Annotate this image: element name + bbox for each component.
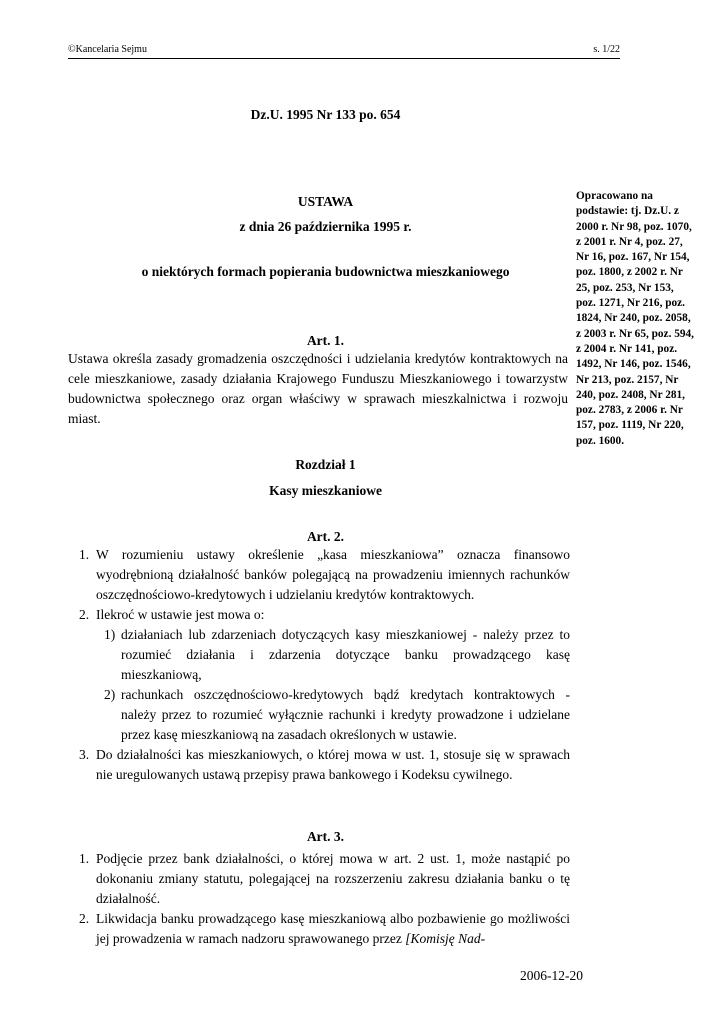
paragraph-text: Ilekroć w ustawie jest mowa o: (96, 607, 265, 622)
art2-paragraph-3 (79, 745, 570, 785)
page-header (68, 44, 620, 59)
publisher-label: ©Kancelaria Sejmu (68, 44, 147, 55)
side-note: Opracowano na podstawie: tj. Dz.U. z 2000 r. Nr 98, poz. 1070, z 2001 r. Nr 4, poz. 27, Nr 16, poz. 167, Nr 154, poz. 1800, z 2002 r. Nr 25, poz. 253, Nr 153, poz. 1271, Nr 216, poz. 1824, Nr 240, poz. 2058, z 2003 r. Nr 65, poz. 594, z 2004 r. Nr 141, poz. 1492, Nr 146, poz. 1546, Nr 213, poz. 2157, Nr 240, poz. 2408, Nr 281, poz. 2783, z 2006 r. Nr 157, poz. 1119, Nr 220, poz. 1600. (576, 190, 694, 447)
point-number: 1) (104, 627, 116, 642)
paragraph-text: Do działalności kas mieszkaniowych, o której mowa w ust. 1, stosuje się w sprawach nie uregulowanych ustawą przepisy prawa bankowego i Kodeksu cywilnego. (96, 747, 570, 782)
art1-text: Ustawa określa zasady gromadzenia oszczędności i udzielania kredytów kontraktowych na cele mieszkaniowe, zasady działania Krajowego Funduszu Mieszkaniowego i towarzystw budownictwa społecznego oraz organ właściwy w sprawach mieszkalnictwa i rozwoju miast. (68, 351, 568, 426)
paragraph-text: W rozumieniu ustawy określenie „kasa mieszkaniowa” oznacza finansowo wyodrębnioną działalność banków polegającą na prowadzeniu imiennych rachunków oszczędnościowo-kredytowych i udzielaniu kredytów kontraktowych. (96, 547, 570, 602)
art2-paragraph-2 (79, 605, 570, 625)
paragraph-number: 2. (79, 607, 90, 622)
chapter-title: Kasy mieszkaniowe (269, 483, 382, 498)
journal-reference: Dz.U. 1995 Nr 133 po. 654 (250, 107, 401, 122)
act-title: o niektórych formach popierania budownictwa mieszkaniowego (141, 264, 510, 279)
paragraph-text: Podjęcie przez bank działalności, o której mowa w art. 2 ust. 1, może nastąpić po dokonaniu zmiany statutu, polegającej na rozszerzeniu zakresu działania banku o tę działalność. (96, 851, 570, 906)
art3-paragraph-2 (79, 909, 570, 949)
point-text: działaniach lub zdarzeniach dotyczących kasy mieszkaniowej - należy przez to rozumieć działania i zdarzenia dotyczące banku prowadzącego kasę mieszkaniową, (121, 627, 570, 682)
chapter-heading: Rozdział 1 (295, 457, 356, 472)
point-number: 2) (104, 687, 116, 702)
act-date: z dnia 26 października 1995 r. (239, 219, 412, 234)
paragraph-text: Likwidacja banku prowadzącego kasę mieszkaniową albo pozbawienie go możliwości jej prowadzenia w ramach nadzoru sprawowanego przez (96, 911, 570, 946)
point-text: rachunkach oszczędnościowo-kredytowych bądź kredytach kontraktowych - należy przez to rozumieć wyłącznie rachunki i kredyty prowadzone i udzielane przez kasę mieszkaniową na zasadach określonych w ustawie. (121, 687, 570, 742)
art3-paragraph-1 (79, 849, 570, 909)
paragraph-number: 2. (79, 911, 90, 926)
paragraph-number: 1. (79, 547, 90, 562)
act-type: USTAWA (297, 194, 354, 209)
art2-paragraph-1 (79, 545, 570, 605)
footer-date: 2006-12-20 (520, 968, 583, 983)
art1-heading: Art. 1. (306, 333, 345, 348)
art2-point-1 (104, 625, 570, 685)
paragraph-number: 3. (79, 747, 90, 762)
italic-text: [Komisję Nad- (405, 931, 486, 946)
art2-point-2 (104, 685, 570, 745)
paragraph-number: 1. (79, 851, 90, 866)
page-number: s. 1/22 (593, 44, 620, 55)
art2-heading: Art. 2. (306, 529, 345, 544)
art3-heading: Art. 3. (306, 829, 345, 844)
